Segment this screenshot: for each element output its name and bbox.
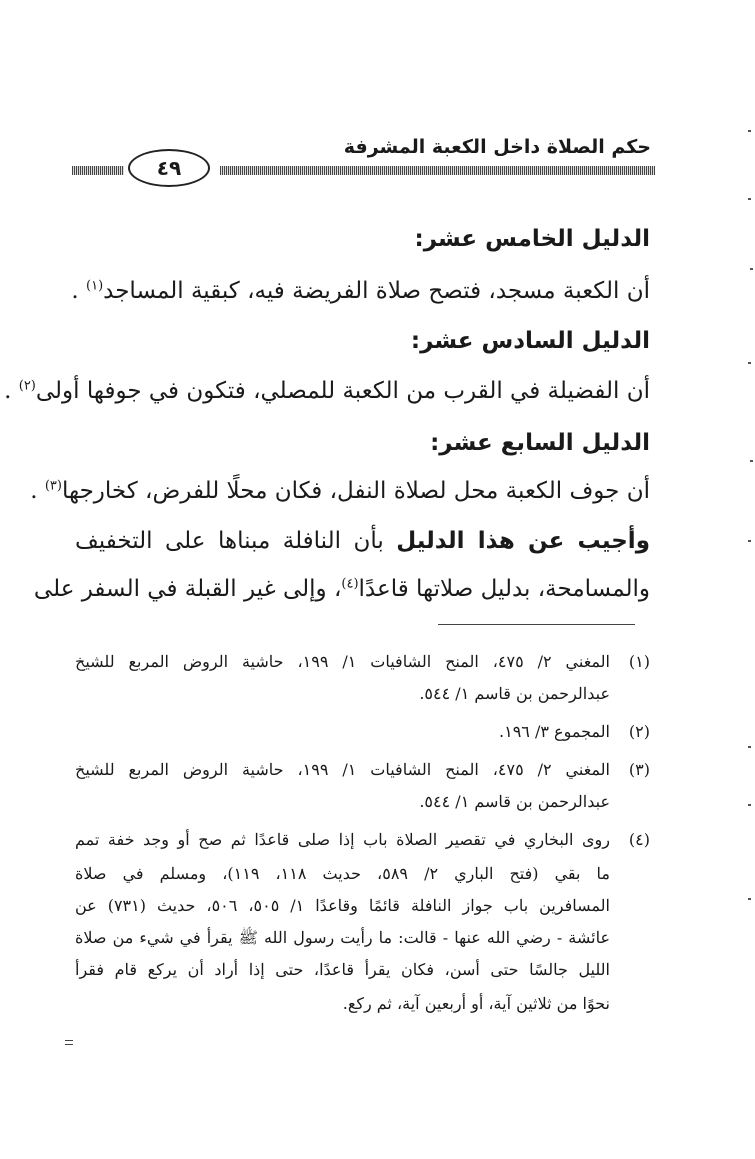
evidence-15-body: أن الكعبة مسجد، فتصح صلاة الفريضة فيه، كبقية المساجد	[103, 278, 650, 304]
evidence-16-body: أن الفضيلة في القرب من الكعبة للمصلي، فتكون في جوفها أولى	[35, 378, 650, 404]
footnote-ref-2[interactable]: (٢)	[18, 378, 36, 394]
footnote-ref-1[interactable]: (١)	[86, 278, 104, 294]
header-rule-left	[72, 166, 124, 175]
evidence-15-end: .	[71, 278, 86, 304]
margin-tick	[748, 804, 751, 806]
page-header	[70, 130, 655, 185]
footnote-1-line-1: المغني ٢/ ٤٧٥، المنح الشافيات ١/ ١٩٩، حاشية الروض المربع للشيخ	[75, 652, 611, 671]
evidence-16-end: .	[4, 378, 19, 404]
footnote-3-line-1: المغني ٢/ ٤٧٥، المنح الشافيات ١/ ١٩٩، حاشية الروض المربع للشيخ	[75, 760, 611, 779]
footnote-4-line-6: نحوًا من ثلاثين آية، أو أربعين آية، ثم ركع.	[342, 994, 610, 1013]
margin-tick	[750, 268, 753, 270]
response-line-2-a: والمسامحة، بدليل صلاتها قاعدًا	[358, 576, 650, 602]
footnote-4-line-2: ما بقي (فتح الباري ٢/ ٥٨٩، حديث ١١٨، ١١٩)، ومسلم في صلاة	[75, 864, 610, 883]
running-title: حكم الصلاة داخل الكعبة المشرفة	[343, 136, 651, 158]
evidence-16-text	[4, 378, 650, 404]
response-line-1-rest: بأن النافلة مبناها على التخفيف	[75, 528, 397, 554]
evidence-17-heading: الدليل السابع عشر:	[430, 430, 650, 456]
evidence-17-text	[30, 478, 650, 504]
footnote-4-line-3: المسافرين باب جواز النافلة قائمًا وقاعدًا ١/ ٥٠٥، ٥٠٦، حديث (٧٣١) عن	[75, 896, 610, 915]
response-line-2	[33, 576, 650, 602]
response-lead: وأجيب عن هذا الدليل	[396, 528, 650, 554]
footnote-4-line-4: عائشة - رضي الله عنها - قالت: ما رأيت رسول الله ﷺ يقرأ في شيء من صلاة	[75, 928, 610, 947]
footnote-ref-4[interactable]: (٤)	[341, 576, 359, 592]
margin-tick	[748, 746, 751, 748]
footnote-1-line-2: عبدالرحمن بن قاسم ١/ ٥٤٤.	[419, 684, 610, 703]
footnote-4-line-1: روى البخاري في تقصير الصلاة باب إذا صلى قاعدًا ثم صح أو وجد خفة تمم	[75, 830, 610, 849]
footnote-4-number: (٤)	[628, 830, 650, 849]
margin-tick	[748, 540, 751, 542]
footnote-3-line-2: عبدالرحمن بن قاسم ١/ ٥٤٤.	[419, 792, 610, 811]
response-line-1	[75, 528, 650, 554]
margin-tick	[750, 460, 753, 462]
footnote-ref-3[interactable]: (٣)	[44, 478, 62, 494]
margin-tick	[748, 362, 751, 364]
evidence-15-text	[71, 278, 650, 304]
footnote-2-line-1: المجموع ٣/ ١٩٦.	[499, 722, 610, 741]
footnote-2-number: (٢)	[628, 722, 650, 741]
margin-tick	[748, 130, 751, 132]
footnote-separator	[438, 624, 635, 625]
margin-tick	[748, 198, 751, 200]
margin-tick	[748, 898, 751, 900]
corner-mark	[65, 1040, 73, 1045]
footnote-3-number: (٣)	[628, 760, 650, 779]
header-rule-right	[220, 166, 655, 175]
footnote-4-line-5: الليل جالسًا حتى أسن، فكان يقرأ قاعدًا، حتى إذا أراد أن يركع قام فقرأ	[75, 960, 611, 979]
evidence-17-body: أن جوف الكعبة محل لصلاة النفل، فكان محلًا للفرض، كخارجها	[61, 478, 650, 504]
footnote-1-number: (١)	[628, 652, 650, 671]
response-line-2-b: ، وإلى غير القبلة في السفر على	[33, 576, 342, 602]
evidence-15-heading: الدليل الخامس عشر:	[414, 226, 650, 252]
page-number: ٤٩	[128, 149, 210, 187]
evidence-16-heading: الدليل السادس عشر:	[410, 328, 650, 354]
evidence-17-end: .	[30, 478, 45, 504]
